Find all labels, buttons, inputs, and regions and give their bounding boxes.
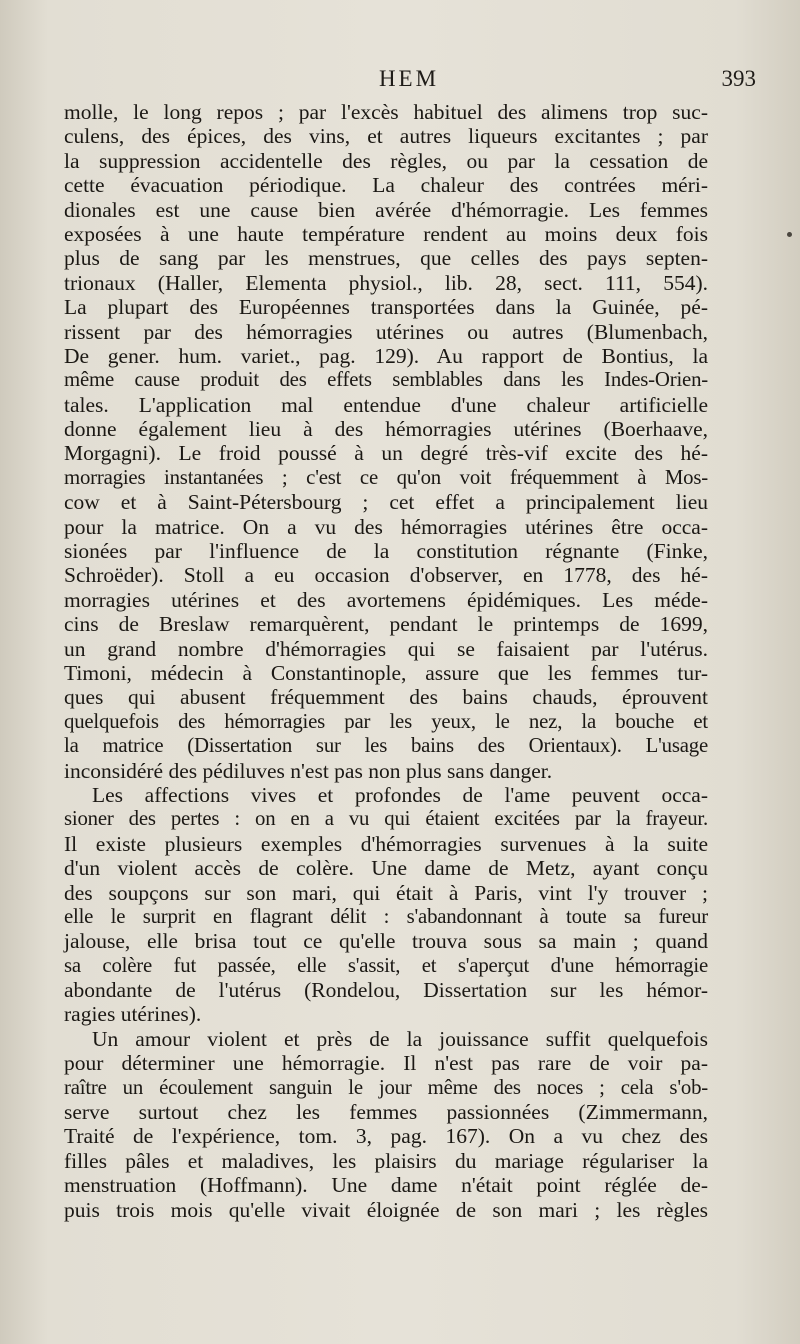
text-line: morragies instantanées ; c'est ce qu'on voit fréquemment à Mos- (64, 465, 708, 489)
page-number: 393 (721, 66, 756, 91)
text-line: La plupart des Européennes transportées dans la Guinée, pé- (64, 295, 708, 320)
text-line: molle, le long repos ; par l'excès habituel des alimens trop suc- (64, 100, 708, 124)
text-line: rissent par des hémorragies utérines ou autres (Blumenbach, (64, 319, 708, 344)
text-line: culens, des épices, des vins, et autres liqueurs excitantes ; par (64, 124, 708, 149)
text-line: ques qui abusent fréquemment des bains chauds, éprouvent (64, 685, 708, 710)
text-line: abondante de l'utérus (Rondelou, Dissertation sur les hémor- (64, 978, 708, 1003)
text-line: raître un écoulement sanguin le jour même des noces ; cela s'ob- (64, 1075, 708, 1099)
text-line: Timoni, médecin à Constantinople, assure que les femmes tur- (64, 660, 708, 685)
paragraph-1 (64, 100, 708, 783)
text-line: inconsidéré des pédiluves n'est pas non plus sans danger. (64, 758, 553, 783)
body-text (64, 100, 708, 1222)
text-line: ragies utérines). (64, 1002, 202, 1027)
text-line: pour la matrice. On a vu des hémorragies utérines être occa- (64, 514, 708, 539)
text-line: donne également lieu à des hémorragies utérines (Boerhaave, (64, 417, 708, 442)
text-line: des soupçons sur son mari, qui était à Paris, vint l'y trouver ; (64, 880, 708, 905)
text-line: sionées par l'influence de la constitution régnante (Finke, (64, 539, 708, 564)
text-line: même cause produit des effets semblables dans les Indes-Orien- (64, 368, 708, 392)
text-line: quelquefois des hémorragies par les yeux, le nez, la bouche et (64, 709, 708, 733)
text-line: pour déterminer une hémorragie. Il n'est pas rare de voir pa- (64, 1051, 708, 1076)
text-line: Morgagni). Le froid poussé à un degré très-vif excite des hé- (64, 441, 708, 466)
text-line: serve surtout chez les femmes passionnées (Zimmermann, (64, 1100, 708, 1125)
text-line: tales. L'application mal entendue d'une chaleur artificielle (64, 392, 708, 417)
text-line: un grand nombre d'hémorragies qui se faisaient par l'utérus. (64, 636, 708, 661)
text-line: puis trois mois qu'elle vivait éloignée de son mari ; les règles (64, 1197, 708, 1222)
text-line: cow et à Saint-Pétersbourg ; cet effet a principalement lieu (64, 490, 708, 515)
text-line: Les affections vives et profondes de l'ame peuvent occa- (92, 782, 708, 807)
text-line: la suppression accidentelle des règles, ou par la cessation de (64, 148, 708, 173)
text-line: sioner des pertes : on en a vu qui étaient excitées par la frayeur. (64, 807, 708, 831)
text-line: exposées à une haute température rendent au moins deux fois (64, 221, 708, 246)
text-line: Il existe plusieurs exemples d'hémorragies survenues à la suite (64, 831, 708, 856)
text-line: elle le surprit en flagrant délit : s'abandonnant à toute sa fureur (64, 904, 708, 928)
margin-ink-dot (787, 232, 792, 237)
text-line: dionales est une cause bien avérée d'hémorragie. Les femmes (64, 197, 708, 222)
text-line: sa colère fut passée, elle s'assit, et s'aperçut d'une hémorragie (64, 953, 708, 977)
text-line: menstruation (Hoffmann). Une dame n'était point réglée de- (64, 1173, 708, 1198)
text-line: la matrice (Dissertation sur les bains des Orientaux). L'usage (64, 734, 708, 758)
running-head: HEM (378, 66, 440, 91)
paragraph-3 (64, 1027, 708, 1222)
page-header (62, 66, 756, 96)
text-line: filles pâles et maladives, les plaisirs du mariage régulariser la (64, 1148, 708, 1173)
paragraph-2 (64, 783, 708, 1027)
text-line: morragies utérines et des avortemens épidémiques. Les méde- (64, 587, 708, 612)
text-line: cins de Breslaw remarquèrent, pendant le printemps de 1699, (64, 612, 708, 637)
text-line: plus de sang par les menstrues, que celles des pays septen- (64, 246, 708, 271)
text-line: trionaux (Haller, Elementa physiol., lib. 28, sect. 111, 554). (64, 270, 708, 295)
text-line: Un amour violent et près de la jouissance suffit quelquefois (92, 1026, 708, 1051)
text-line: d'un violent accès de colère. Une dame de Metz, ayant conçu (64, 856, 708, 881)
text-line: jalouse, elle brisa tout ce qu'elle trouva sous sa main ; quand (64, 929, 708, 954)
text-line: Schroëder). Stoll a eu occasion d'observer, en 1778, des hé- (64, 563, 708, 588)
text-line: Traité de l'expérience, tom. 3, pag. 167). On a vu chez des (64, 1124, 708, 1149)
text-line: De gener. hum. variet., pag. 129). Au rapport de Bontius, la (64, 343, 708, 368)
text-line: cette évacuation périodique. La chaleur des contrées méri- (64, 173, 708, 198)
